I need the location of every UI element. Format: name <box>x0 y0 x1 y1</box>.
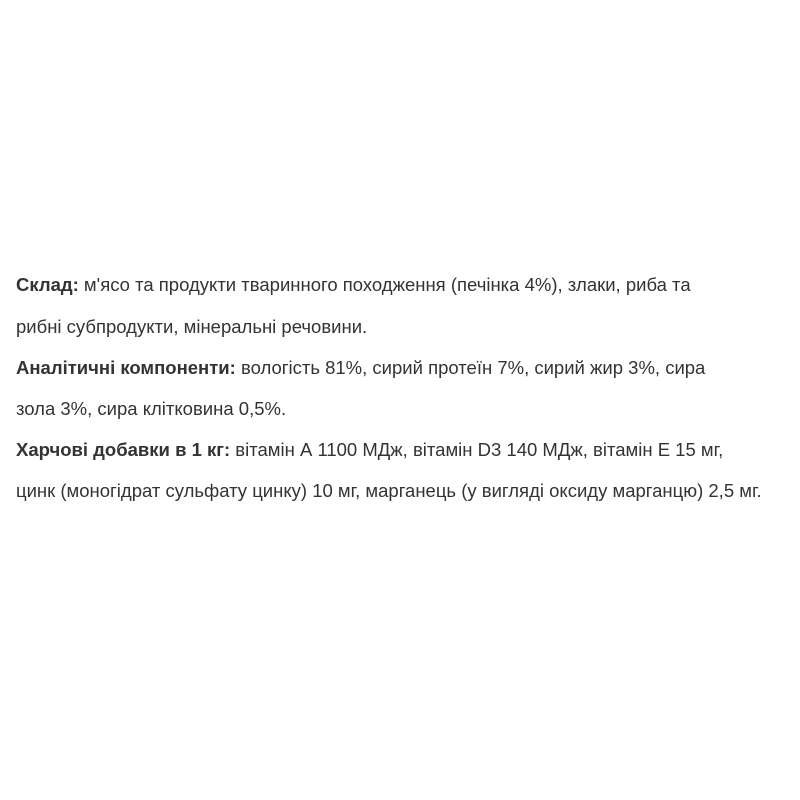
composition-line-1 <box>16 276 691 295</box>
additives-line-2 <box>16 482 762 501</box>
additives-text-2: цинк (моногідрат сульфату цинку) 10 мг, марганець (у вигляді оксиду марганцю) 2,5 мг. <box>16 480 762 501</box>
additives-label: Харчові добавки в 1 кг: <box>16 439 231 460</box>
composition-line-2 <box>16 318 367 337</box>
analytical-text-2: зола 3%, сира клітковина 0,5%. <box>16 398 287 419</box>
analytical-line-2 <box>16 400 286 419</box>
additives-line-1 <box>16 441 723 460</box>
analytical-text-1: вологість 81%, сирий протеїн 7%, сирий жир 3%, сира <box>235 357 706 378</box>
analytical-line-1 <box>16 359 705 378</box>
composition-text-2: рибні субпродукти, мінеральні речовини. <box>16 316 368 337</box>
composition-label: Склад: <box>16 274 79 295</box>
analytical-label: Аналітичні компоненти: <box>16 357 236 378</box>
additives-text-1: вітамін А 1100 МДж, вітамін D3 140 МДж, вітамін Е 15 мг, <box>230 439 724 460</box>
composition-text-1: м'ясо та продукти тваринного походження (печінка 4%), злаки, риба та <box>78 274 691 295</box>
